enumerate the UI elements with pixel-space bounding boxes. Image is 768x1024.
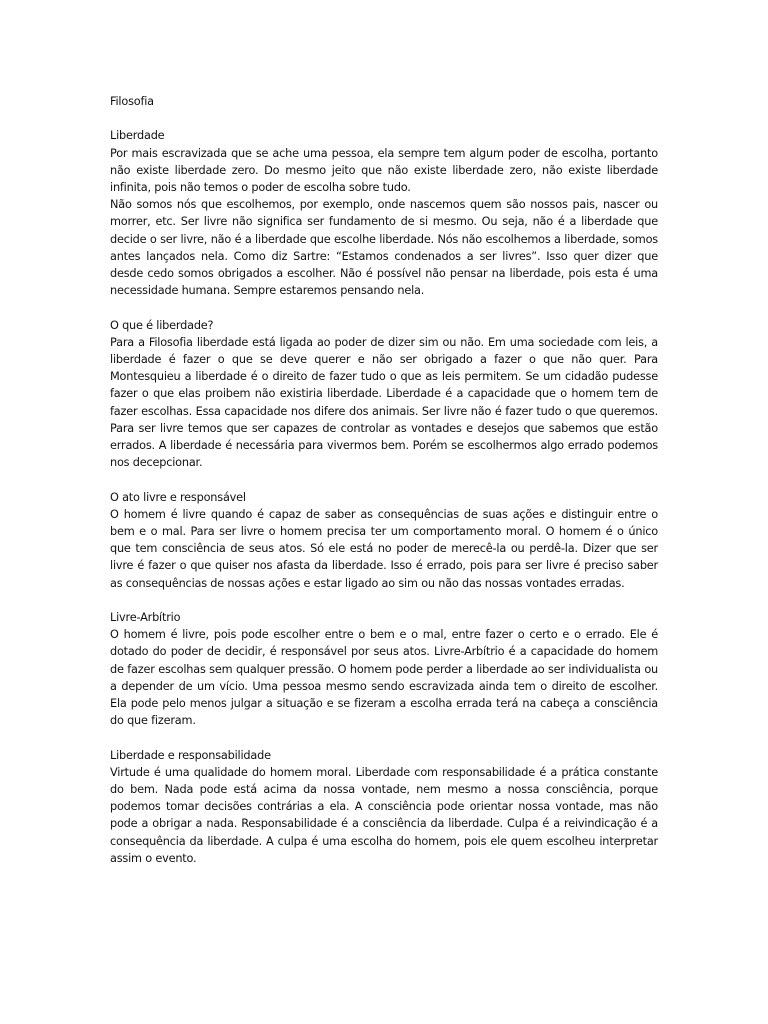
section-liberdade [110,127,658,299]
section-heading: O que é liberdade? [110,318,214,332]
section-o-que-e-liberdade [110,317,658,472]
section-livre-arbitrio [110,609,658,729]
section-heading: O ato livre e responsável [110,490,246,504]
section-heading: Liberdade [110,129,165,143]
section-liberdade-responsabilidade [110,747,658,867]
paragraph: O homem é livre quando é capaz de saber as consequências de suas ações e distinguir entre o bem e o mal. Para ser livre o homem precisa ter um comportamento moral. O homem é o único que tem consciência de seus atos. Só ele está no poder de merecê-la ou perdê-la. Dizer que ser livre é fazer o que quiser nos afasta da liberdade. Isso é errado, pois para ser livre é preciso saber as consequências de nossas ações e estar ligado ao sim ou não das nossas vontades erradas. [110,507,658,590]
document-title: Filosofia [110,95,154,108]
paragraph: Virtude é uma qualidade do homem moral. Liberdade com responsabilidade é a prática constante do bem. Nada pode está acima da nossa vontade, nem mesmo a nossa consciência, porque podemos tomar decisões contrárias a ela. A consciência pode orientar nossa vontade, mas não pode a obrigar a nada. Responsabilidade é a consciência da liberdade. Culpa é a reivindicação é a consequência da liberdade. A culpa é uma escolha do homem, pois ele quem escolheu interpretar assim o evento. [110,765,658,865]
document-page [110,93,658,884]
paragraph: Para a Filosofia liberdade está ligada ao poder de dizer sim ou não. Em uma sociedade com leis, a liberdade é fazer o que se deve querer e não ser obrigado a fazer o que não quer. Para Montesquieu a liberdade é o direito de fazer tudo o que as leis permitem. Se um cidadão pudesse fazer o que elas proibem não existiria liberdade. Liberdade é a capacidade que o homem tem de fazer escolhas. Essa capacidade nos difere dos animais. Ser livre não é fazer tudo o que queremos. Para ser livre temos que ser capazes de controlar as vontades e desejos que sabemos que estão errados. A liberdade é necessária para vivermos bem. Porém se escolhermos algo errado podemos nos decepcionar. [110,335,658,470]
section-heading: Liberdade e responsabilidade [110,748,271,762]
paragraph: Não somos nós que escolhemos, por exemplo, onde nascemos quem são nossos pais, nascer ou morrer, etc. Ser livre não significa ser fundamento de si mesmo. Ou seja, não é a liberdade que decide o ser livre, não é a liberdade que escolhe liberdade. Nós não escolhemos a liberdade, somos antes lançados nela. Como diz Sartre: “Estamos condenados a ser livres”. Isso quer dizer que desde cedo somos obrigados a escolher. Não é possível não pensar na liberdade, pois esta é uma necessidade humana. Sempre estaremos pensando nela. [110,198,658,298]
section-heading: Livre-Arbítrio [110,611,181,625]
section-ato-livre-responsavel [110,489,658,592]
paragraph: O homem é livre, pois pode escolher entre o bem e o mal, entre fazer o certo e o errado. Ele é dotado do poder de decidir, é responsável por seus atos. Livre-Arbítrio é a capacidade do homem de fazer escolhas sem qualquer pressão. O homem pode perder a liberdade ao ser individualista ou a depender de um vício. Uma pessoa mesmo sendo escravizada ainda tem o direito de escolher. Ela pode pelo menos julgar a situação e se fizeram a escolha errada terá na cabeça a consciência do que fizeram. [110,628,658,728]
paragraph: Por mais escravizada que se ache uma pessoa, ela sempre tem algum poder de escolha, portanto não existe liberdade zero. Do mesmo jeito que não existe liberdade zero, não existe liberdade infinita, pois não temos o poder de escolha sobre tudo. [110,146,658,194]
